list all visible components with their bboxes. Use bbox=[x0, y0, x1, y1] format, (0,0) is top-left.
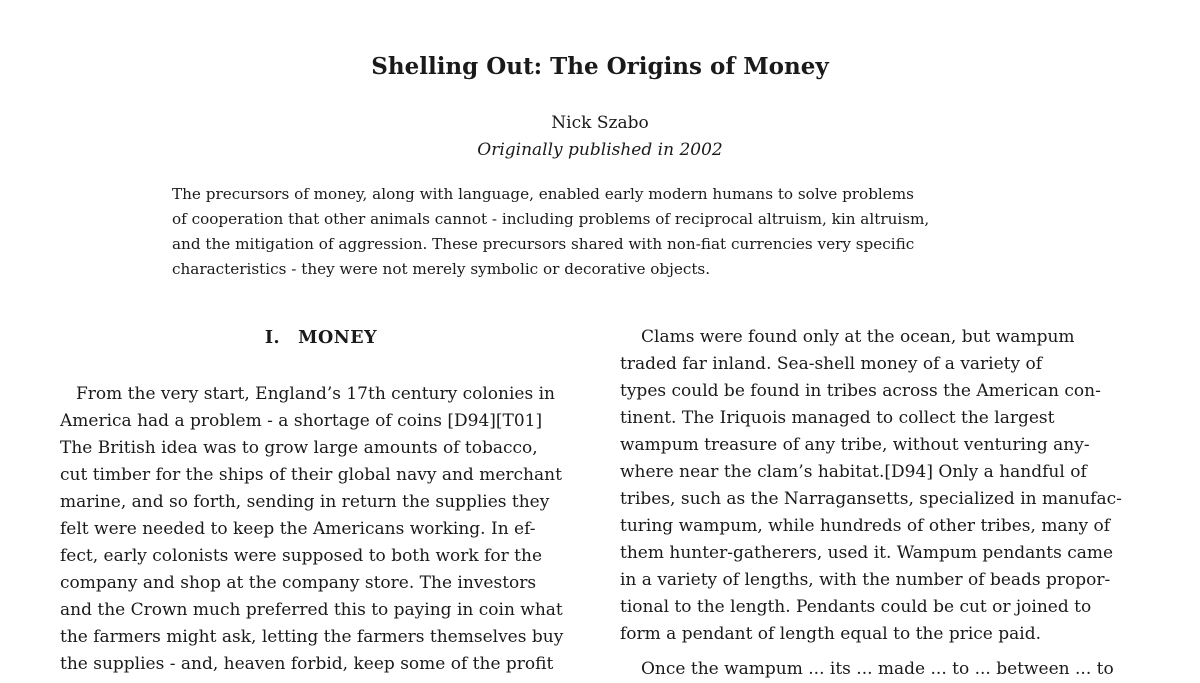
body-text-line: fect, early colonists were supposed to both work for the bbox=[60, 546, 543, 566]
body-text-line: the farmers might ask, letting the farmers themselves buy bbox=[60, 627, 564, 647]
body-text-line: turing wampum, while hundreds of other tribes, many of bbox=[620, 516, 1111, 536]
body-text-line: and the Crown much preferred this to paying in coin what bbox=[60, 600, 563, 620]
body-text-line: The British idea was to grow large amounts of tobacco, bbox=[60, 438, 538, 458]
abstract-line: of cooperation that other animals cannot - including problems of reciprocal altruism, kin altruism, bbox=[172, 210, 930, 228]
body-text-line: tinent. The Iriquois managed to collect the largest bbox=[620, 408, 1055, 428]
body-text-line: tional to the length. Pendants could be cut or joined to bbox=[620, 597, 1092, 617]
body-text-line: types could be found in tribes across the American con- bbox=[620, 381, 1101, 401]
body-text-line: From the very start, England’s 17th century colonies in bbox=[76, 384, 556, 404]
body-text-line: America had a problem - a shortage of coins [D94][T01] bbox=[60, 411, 543, 431]
paper-title: Shelling Out: The Origins of Money bbox=[371, 53, 829, 80]
section-title: MONEY bbox=[298, 328, 378, 348]
abstract-line: The precursors of money, along with language, enabled early modern humans to solve problems bbox=[172, 185, 914, 203]
body-text-line: form a pendant of length equal to the price paid. bbox=[620, 624, 1042, 644]
author-name: Nick Szabo bbox=[551, 113, 649, 133]
section-heading bbox=[60, 323, 582, 353]
body-text-line: felt were needed to keep the Americans working. In ef- bbox=[60, 519, 536, 539]
body-text-line: company and shop at the company store. The investors bbox=[60, 573, 537, 593]
body-text-line: Once the wampum ... its ... made ... to ... between ... to bbox=[641, 659, 1114, 679]
abstract-line: and the mitigation of aggression. These precursors shared with non-fiat currencies very specific bbox=[172, 235, 915, 253]
body-text-line: where near the clam’s habitat.[D94] Only a handful of bbox=[620, 462, 1087, 482]
body-text-line: wampum treasure of any tribe, without venturing any- bbox=[620, 435, 1090, 455]
body-text-line: Clams were found only at the ocean, but wampum bbox=[641, 327, 1075, 347]
section-number: I. bbox=[264, 328, 281, 348]
body-text-line: in a variety of lengths, with the number of beads propor- bbox=[620, 570, 1111, 590]
body-text-line: traded far inland. Sea-shell money of a variety of bbox=[620, 354, 1043, 374]
body-text-line: the supplies - and, heaven forbid, keep some of the profit bbox=[60, 654, 554, 674]
body-text-line: cut timber for the ships of their global navy and merchant bbox=[60, 465, 562, 485]
body-text-line: marine, and so forth, sending in return the supplies they bbox=[60, 492, 550, 512]
abstract-line: characteristics - they were not merely symbolic or decorative objects. bbox=[172, 260, 711, 278]
publication-note: Originally published in 2002 bbox=[477, 140, 723, 160]
body-text-line: them hunter-gatherers, used it. Wampum pendants came bbox=[620, 543, 1114, 563]
body-text-line: tribes, such as the Narragansetts, specialized in manufac- bbox=[620, 489, 1122, 509]
abstract bbox=[172, 182, 1032, 282]
